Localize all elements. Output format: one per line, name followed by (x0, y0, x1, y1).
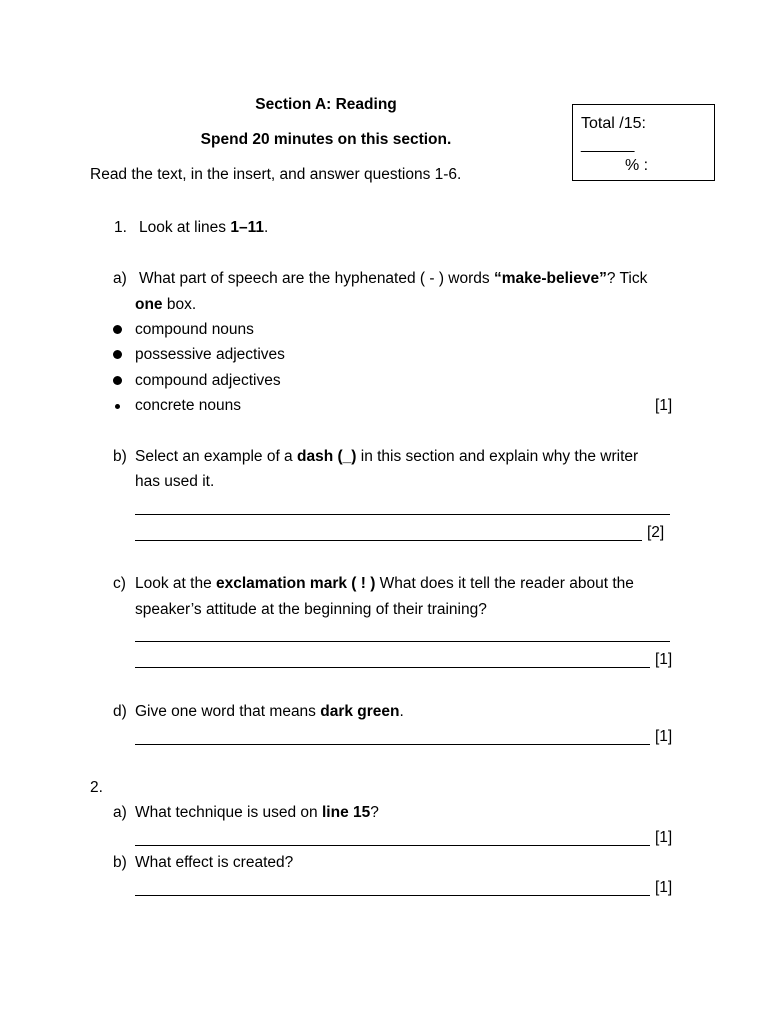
marks-1c: [1] (655, 651, 673, 668)
answer-line[interactable] (135, 540, 642, 541)
option-bullet[interactable] (115, 404, 120, 409)
question-1b-text: Select an example of a dash (_) in this section and explain why the writer (135, 448, 639, 465)
answer-line[interactable] (135, 845, 650, 846)
option-possessive-adjectives[interactable]: possessive adjectives (135, 346, 285, 363)
question-2b-letter: b) (113, 854, 127, 871)
option-bullet[interactable] (113, 376, 122, 385)
question-1a-text: What part of speech are the hyphenated ( - ) words “make-believe”? Tick (139, 270, 648, 287)
option-bullet[interactable] (113, 325, 122, 334)
answer-line[interactable] (135, 895, 650, 896)
option-compound-adjectives[interactable]: compound adjectives (135, 372, 281, 389)
answer-line[interactable] (135, 744, 650, 745)
question-1b-text-line2: has used it. (135, 473, 215, 490)
question-1c-text: Look at the exclamation mark ( ! ) What does it tell the reader about the (135, 575, 634, 592)
marks-2b: [1] (655, 879, 673, 896)
marks-2a: [1] (655, 829, 673, 846)
instruction-text: Read the text, in the insert, and answer questions 1-6. (90, 166, 462, 183)
question-1c-text-line2: speaker’s attitude at the beginning of their training? (135, 601, 487, 618)
question-1d-text: Give one word that means dark green. (135, 703, 404, 720)
section-subtitle: Spend 20 minutes on this section. (200, 131, 452, 148)
total-score-box (572, 104, 715, 181)
question-2a-letter: a) (113, 804, 127, 821)
question-1-text: Look at lines 1–11. (139, 219, 269, 236)
answer-line[interactable] (135, 641, 670, 642)
question-1a-text-line2: one box. (135, 296, 197, 313)
total-label: Total /15: (581, 115, 646, 132)
answer-line[interactable] (135, 514, 670, 515)
option-bullet[interactable] (113, 350, 122, 359)
total-blank: ______ (581, 136, 635, 153)
question-1a-letter: a) (113, 270, 127, 287)
marks-1a: [1] (655, 397, 673, 414)
marks-1d: [1] (655, 728, 673, 745)
question-2-number: 2. (90, 779, 103, 796)
answer-line[interactable] (135, 667, 650, 668)
question-1b-letter: b) (113, 448, 127, 465)
percent-label: % : (625, 157, 649, 174)
question-1c-letter: c) (113, 575, 126, 592)
question-2b-text: What effect is created? (135, 854, 294, 871)
option-concrete-nouns[interactable]: concrete nouns (135, 397, 241, 414)
option-compound-nouns[interactable]: compound nouns (135, 321, 254, 338)
question-2a-text: What technique is used on line 15? (135, 804, 379, 821)
question-1d-letter: d) (113, 703, 127, 720)
marks-1b: [2] (647, 524, 665, 541)
question-1-number: 1. (114, 219, 127, 236)
section-title: Section A: Reading (255, 96, 397, 113)
